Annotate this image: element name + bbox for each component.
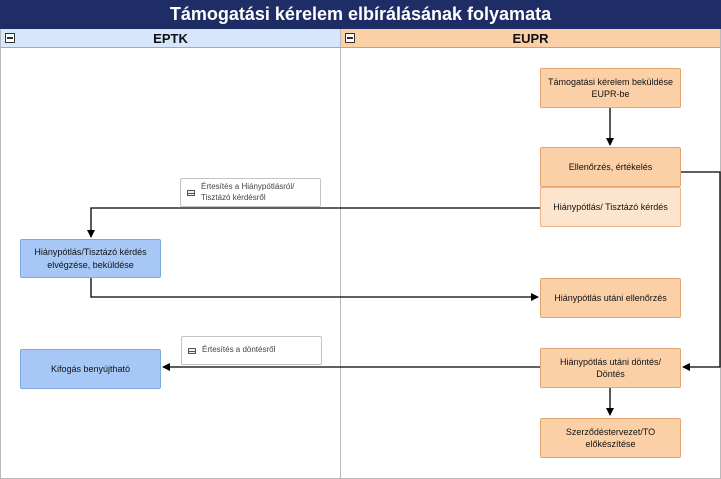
message-deficiency-notice[interactable]	[180, 178, 321, 207]
collapse-icon[interactable]	[5, 33, 15, 43]
lane-header-eupr	[341, 29, 720, 48]
node-check[interactable]: Ellenőrzés, értékelés	[540, 147, 681, 187]
message-label: Értesítés a döntésről	[202, 345, 276, 355]
lane-header-eptk	[1, 29, 340, 48]
node-objection[interactable]: Kifogás benyújtható	[20, 349, 161, 389]
message-label: Értesítés a Hiánypótlásról/ Tisztázó kérdésről	[201, 182, 295, 202]
envelope-icon	[188, 348, 196, 354]
node-contract[interactable]: Szerződéstervezet/TO előkészítése	[540, 418, 681, 458]
lane-label-eupr: EUPR	[512, 31, 549, 46]
page-title: Támogatási kérelem elbírálásának folyamata	[0, 0, 721, 29]
lane-label-eptk: EPTK	[153, 31, 188, 46]
node-submit[interactable]: Támogatási kérelem beküldése EUPR-be	[540, 68, 681, 108]
collapse-icon[interactable]	[345, 33, 355, 43]
node-deficiency-reply[interactable]: Hiánypótlás/Tisztázó kérdés elvégzése, beküldése	[20, 239, 161, 278]
node-post-decision[interactable]: Hiánypótlás utáni döntés/ Döntés	[540, 348, 681, 388]
message-decision-notice[interactable]	[181, 336, 322, 365]
node-post-check[interactable]: Hiánypótlás utáni ellenőrzés	[540, 278, 681, 318]
node-deficiency[interactable]: Hiánypótlás/ Tisztázó kérdés	[540, 187, 681, 227]
envelope-icon	[187, 190, 195, 196]
